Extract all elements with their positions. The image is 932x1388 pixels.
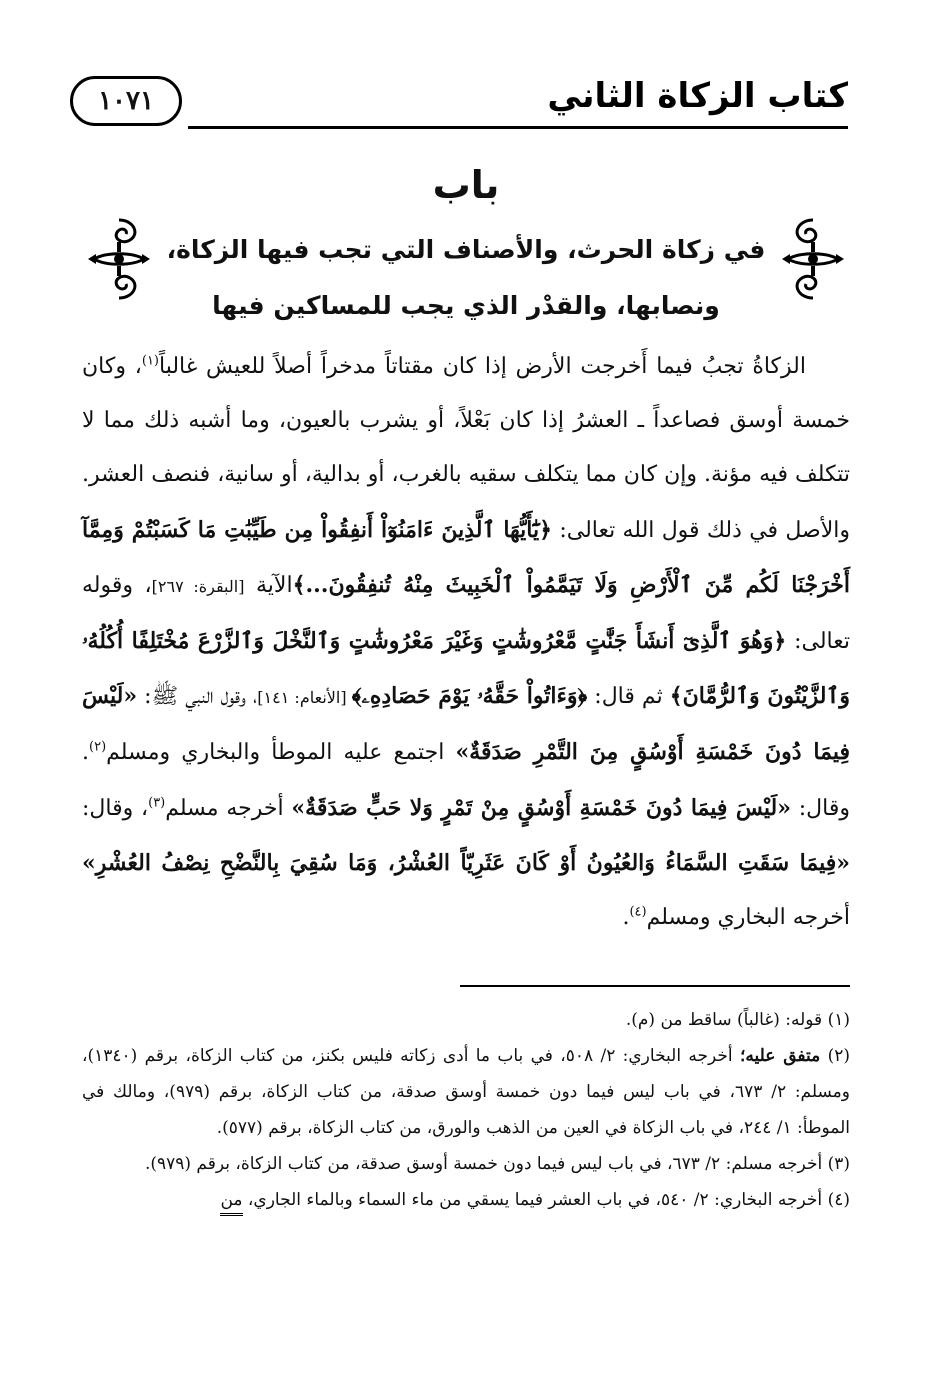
body-text-run: الآية	[244, 572, 293, 598]
footnote-2	[82, 1038, 850, 1146]
footnote-ref-3[interactable]: (٣)	[148, 795, 166, 811]
footnote-ref-1[interactable]: (١)	[141, 353, 159, 369]
footnote-ref-4[interactable]: (٤)	[629, 904, 647, 920]
continuation-word: من	[220, 1187, 242, 1216]
ornament-left-icon	[86, 214, 152, 304]
body-text-run: ثم قال:	[587, 684, 670, 710]
footnote-number: (١)	[827, 1010, 850, 1030]
body-text-run: ، وقول النبي ﷺ:	[137, 684, 258, 710]
footnote-4	[82, 1182, 850, 1218]
body-text-run: ، وكان خمسة أوسق فصاعداً ـ العشرُ إذا كان بَعْلاً، أو يشرب بالعيون، وما أشبه ذلك مما لا تتكلف فيه مؤنة. وإن كان مما يتكلف سقيه بالغرب، أو بدالية، أو سانية، فنصف العشر. والأصل في ذلك قول الله تعالى:	[82, 354, 850, 543]
footnote-3	[82, 1146, 850, 1182]
chapter-title-line-2: ونصابها، والقدْر الذي يجب للمساكين فيها	[212, 291, 720, 320]
quran-verse-2: ﴿وَهُوَ ٱلَّذِىٓ أَنشَأَ جَنَّٰتٍ مَّعْرُوشَٰتٍ وَغَيْرَ مَعْرُوشَٰتٍ وَٱلنَّخْلَ وَٱلزَّرْعَ مُخْتَلِفًا أُكُلُهُۥ وَٱلزَّيْتُونَ وَٱلرُّمَّانَ﴾	[82, 628, 850, 710]
footnote-lead: متفق عليه؛	[739, 1046, 821, 1066]
chapter-word: باب	[432, 163, 500, 207]
footnote-rule	[460, 985, 850, 987]
body-text-run: ، وقوله تعالى:	[82, 572, 850, 655]
body-text-run: اجتمع عليه الموطأ والبخاري ومسلم	[106, 740, 456, 766]
hadith-3: «فِيمَا سَقَتِ السَّمَاءُ وَالعُيُونُ أَوْ كَانَ عَثَرِيّاً العُشْرُ، وَمَا سُقِيَ بِالنَّضْحِ نِصْفُ العُشْرِ»	[82, 849, 850, 876]
body-text-run: أخرجه مسلم	[165, 795, 292, 821]
body-text-run: ، وقال:	[82, 795, 149, 821]
footnote-number: (٤)	[827, 1190, 850, 1210]
footnotes	[82, 1002, 850, 1218]
verse-reference-2: [الأنعام: ١٤١]	[257, 688, 352, 708]
footnote-number: (٣)	[827, 1154, 850, 1174]
footnote-text: أخرجه البخاري: ٢/ ٥٠٨، في باب ما أدى زكاته فليس بكنز، من كتاب الزكاة، برقم (١٣٤٠)، ومسلم: ٢/ ٦٧٣، في باب ليس فيما دون خمسة أوسق صدقة، من كتاب الزكاة، برقم (٩٧٩)، ومالك في الموطأ: ١/ ٢٤٤، في باب الزكاة في العين من الذهب والورق، من كتاب الزكاة، برقم (٥٧٧).	[82, 1046, 850, 1138]
footnote-1	[82, 1002, 850, 1038]
page-number-frame	[70, 76, 182, 126]
verse-reference-1: [البقرة: ٢٦٧]	[151, 576, 245, 596]
running-header	[70, 62, 848, 138]
body-text-run: . وقال:	[82, 740, 850, 821]
ornament-right-icon	[780, 214, 846, 304]
footnote-text: أخرجه البخاري: ٢/ ٥٤٠، في باب العشر فيما يسقي من ماء السماء وبالماء الجاري،	[242, 1190, 823, 1210]
hadith-1: «لَيْسَ فِيمَا دُونَ خَمْسَةِ أَوْسُقٍ مِنَ التَّمْرِ صَدَقَةٌ»	[82, 683, 850, 766]
body-text-run: .	[622, 905, 630, 931]
book-title: كتاب الزكاة الثاني	[547, 76, 848, 116]
footnote-ref-2[interactable]: (٢)	[89, 740, 107, 756]
quran-verse-1: ﴿يَٰٓأَيُّهَا ٱلَّذِينَ ءَامَنُوٓاْ أَنفِقُواْ مِن طَيِّبَٰتِ مَا كَسَبْتُمْ وَمِمَّآ أَخْرَجْنَا لَكُم مِّنَ ٱلْأَرْضِ وَلَا تَيَمَّمُواْ ٱلْخَبِيثَ مِنْهُ تُنفِقُونَ...﴾	[82, 516, 851, 598]
footnote-text: قوله: (غالباً) ساقط من (م).	[625, 1010, 823, 1030]
footnote-number: (٢)	[827, 1046, 850, 1066]
chapter-title-line-1: في زكاة الحرث، والأصناف التي تجب فيها الزكاة،	[166, 235, 766, 264]
header-rule	[188, 126, 848, 129]
chapter-title	[150, 222, 782, 334]
body-text-run: أخرجه البخاري ومسلم	[646, 905, 850, 931]
footnote-text: أخرجه مسلم: ٢/ ٦٧٣، في باب ليس فيما دون خمسة أوسق صدقة، من كتاب الزكاة، برقم (٩٧٩).	[144, 1154, 823, 1174]
body-text-run: الزكاةُ تجبُ فيما أَخرجت الأرض إذا كان مقتاتاً مدخراً أصلاً للعيش غالباً	[159, 354, 806, 379]
page-number: ١٠٧١	[98, 86, 154, 116]
hadith-2: «لَيْسَ فِيمَا دُونَ خَمْسَةِ أَوْسُقٍ مِنْ تَمْرٍ وَلا حَبٍّ صَدَقَةٌ»	[291, 794, 791, 821]
body-paragraph	[82, 340, 850, 945]
body-text	[82, 340, 850, 945]
quran-verse-3: ﴿وَءَاتُواْ حَقَّهُۥ يَوْمَ حَصَادِهِۦ﴾	[351, 683, 588, 710]
